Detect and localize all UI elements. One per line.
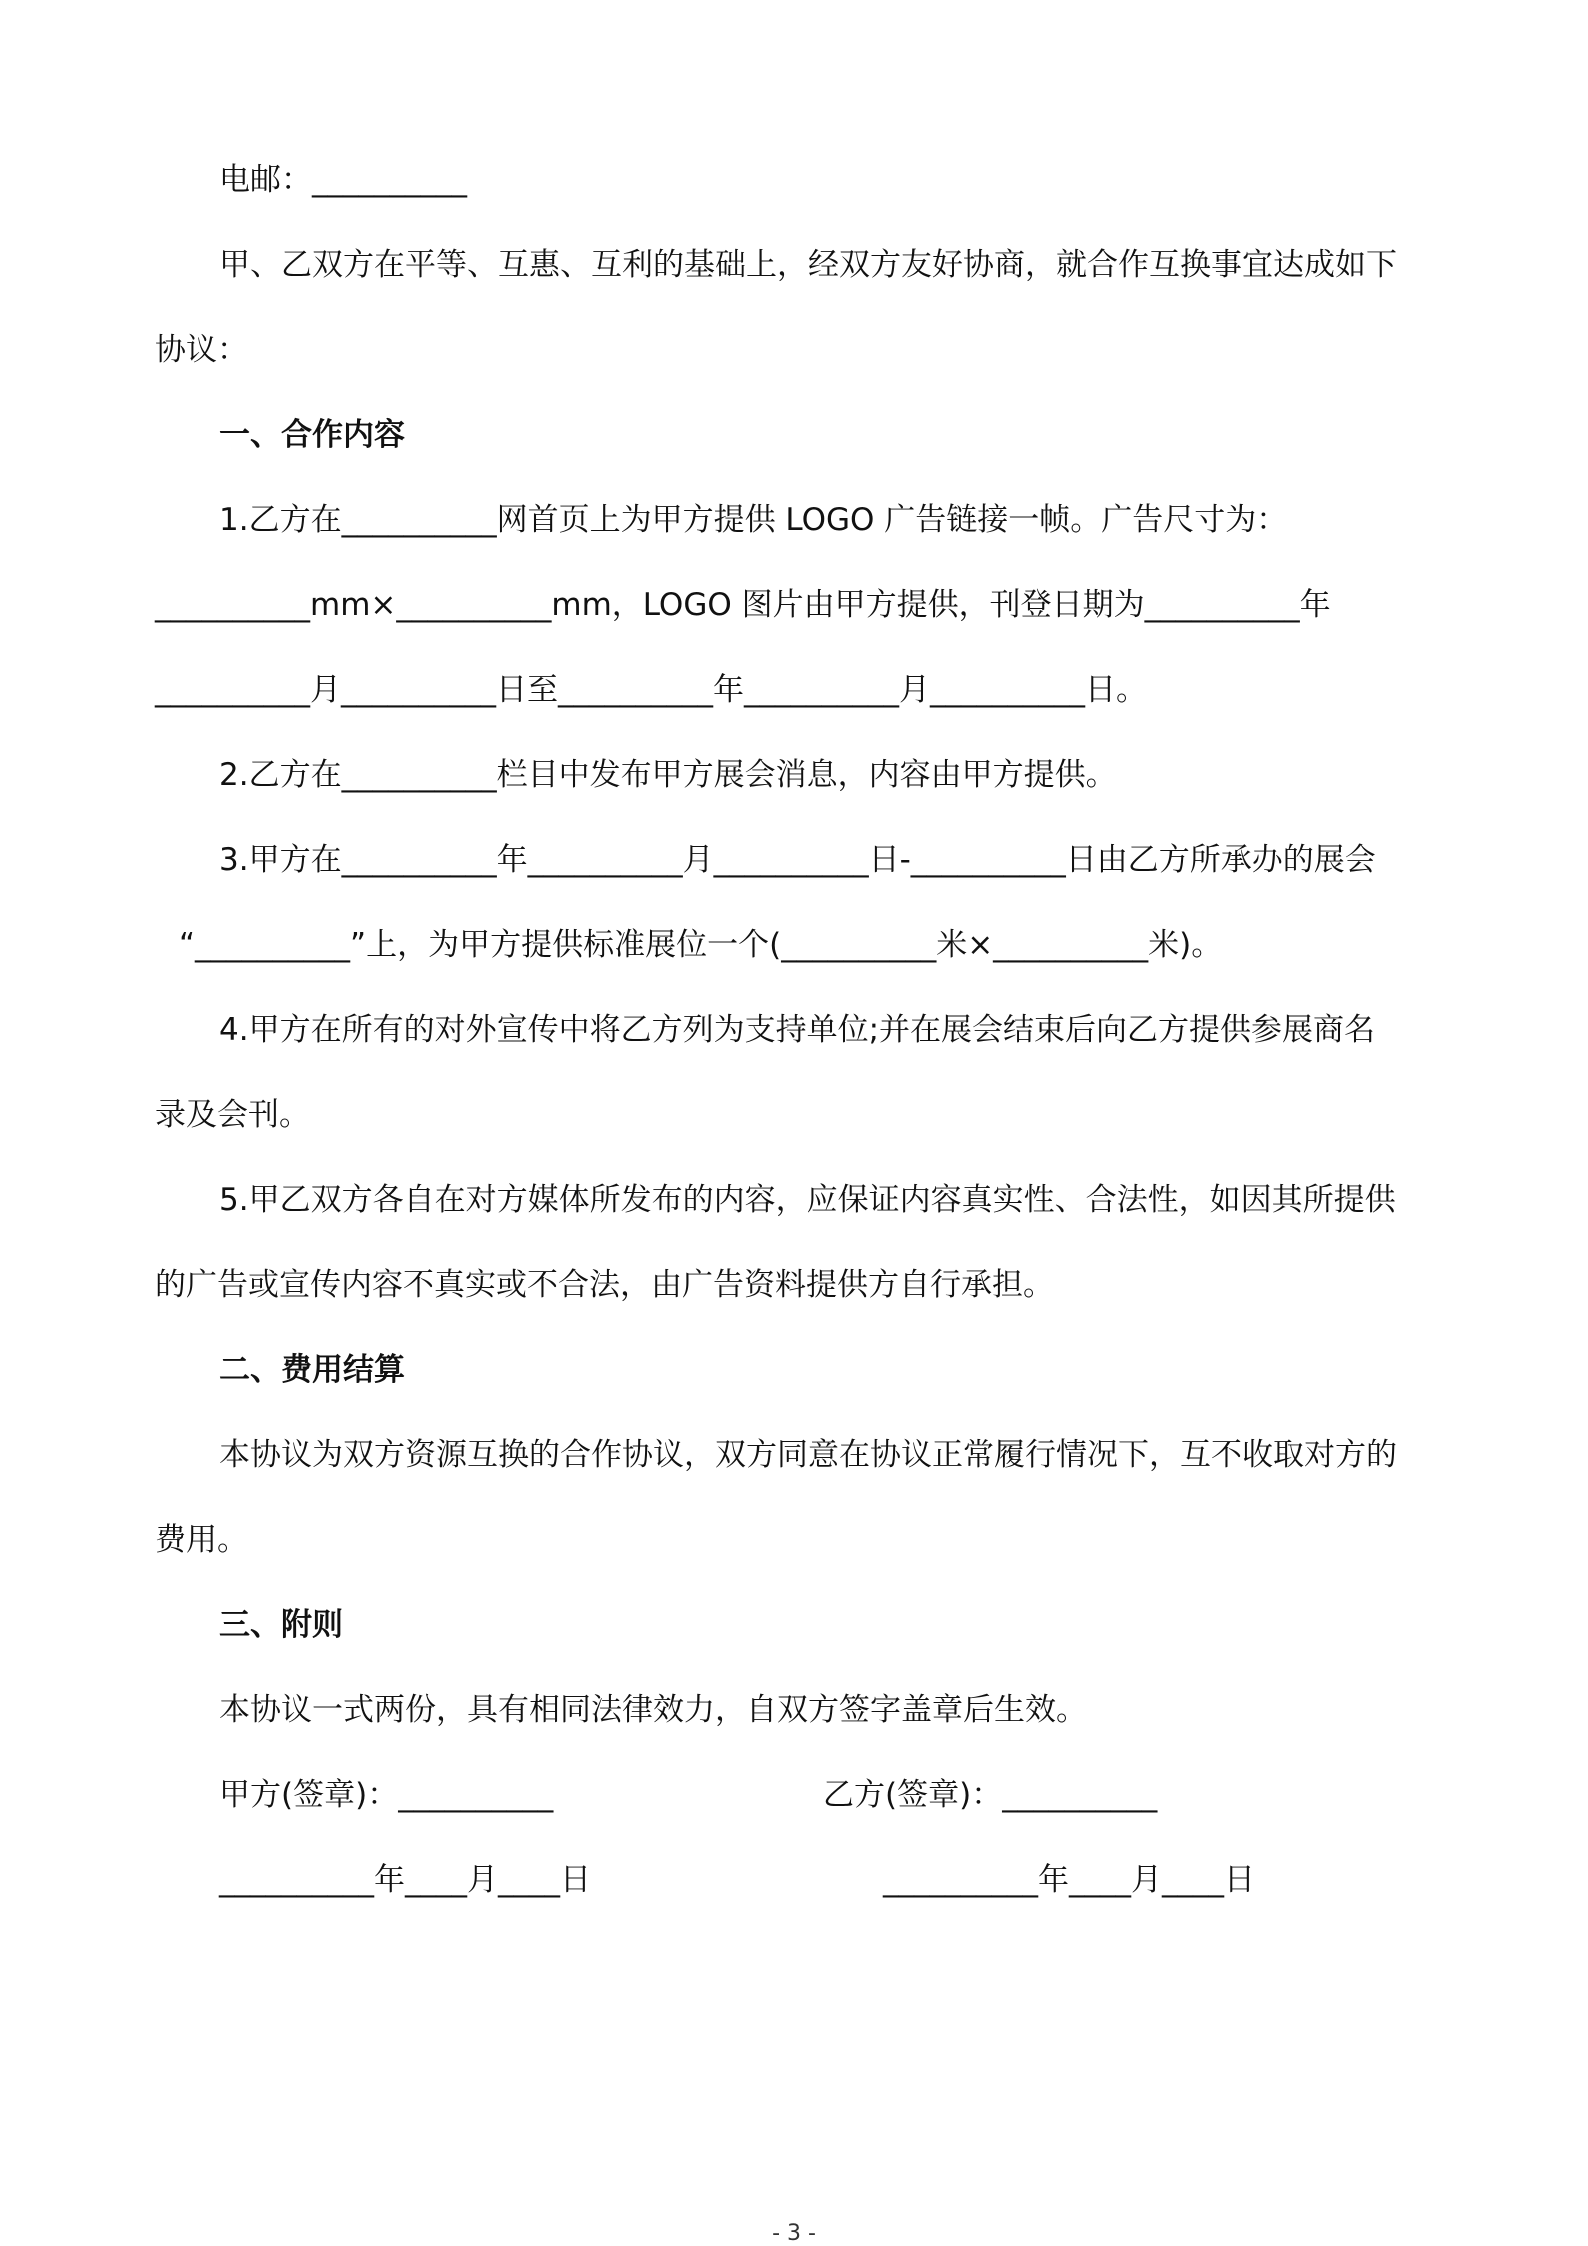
item-4-line-1: 4.甲方在所有的对外宣传中将乙方列为支持单位;并在展会结束后向乙方提供参展商名 (219, 1012, 1376, 1048)
intro-paragraph-line-1: 甲、乙双方在平等、互惠、互利的基础上，经双方友好协商，就合作互换事宜达成如下 (219, 247, 1397, 283)
fee-paragraph-line-2: 费用。 (155, 1522, 248, 1558)
item-1-line-3: __________月__________日至__________年__________月__________日。 (155, 672, 1147, 708)
email-line: 电邮：__________ (219, 162, 467, 198)
party-b-date: __________年____月____日 (883, 1862, 1255, 1898)
item-5-line-1: 5.甲乙双方各自在对方媒体所发布的内容，应保证内容真实性、合法性，如因其所提供 (219, 1182, 1396, 1218)
item-1-line-2: __________mm×__________mm，LOGO 图片由甲方提供，刊登日期为__________年 (155, 587, 1331, 623)
section-heading-appendix: 三、附则 (219, 1607, 343, 1643)
item-3-line-1: 3.甲方在__________年__________月__________日-__________日由乙方所承办的展会 (219, 842, 1376, 878)
item-1-line-1: 1.乙方在__________网首页上为甲方提供 LOGO 广告链接一帧。广告尺寸为： (219, 502, 1288, 538)
party-a-date: __________年____月____日 (219, 1862, 591, 1898)
party-b-signature: 乙方(签章)：__________ (823, 1777, 1158, 1813)
item-4-line-2: 录及会刊。 (155, 1097, 310, 1133)
appendix-paragraph: 本协议一式两份，具有相同法律效力，自双方签字盖章后生效。 (219, 1692, 1087, 1728)
item-3-line-2: “__________”上，为甲方提供标准展位一个(__________米×__________米)。 (179, 927, 1223, 963)
fee-paragraph-line-1: 本协议为双方资源互换的合作协议，双方同意在协议正常履行情况下，互不收取对方的 (219, 1437, 1397, 1473)
party-a-signature: 甲方(签章)：__________ (219, 1777, 554, 1813)
item-2-line: 2.乙方在__________栏目中发布甲方展会消息，内容由甲方提供。 (219, 757, 1117, 793)
section-heading-fees: 二、费用结算 (219, 1352, 405, 1388)
section-heading-cooperation: 一、合作内容 (219, 417, 405, 453)
page-number: - 3 - (772, 2221, 816, 2246)
item-5-line-2: 的广告或宣传内容不真实或不合法，由广告资料提供方自行承担。 (155, 1267, 1054, 1303)
intro-paragraph-line-2: 协议： (155, 332, 248, 368)
